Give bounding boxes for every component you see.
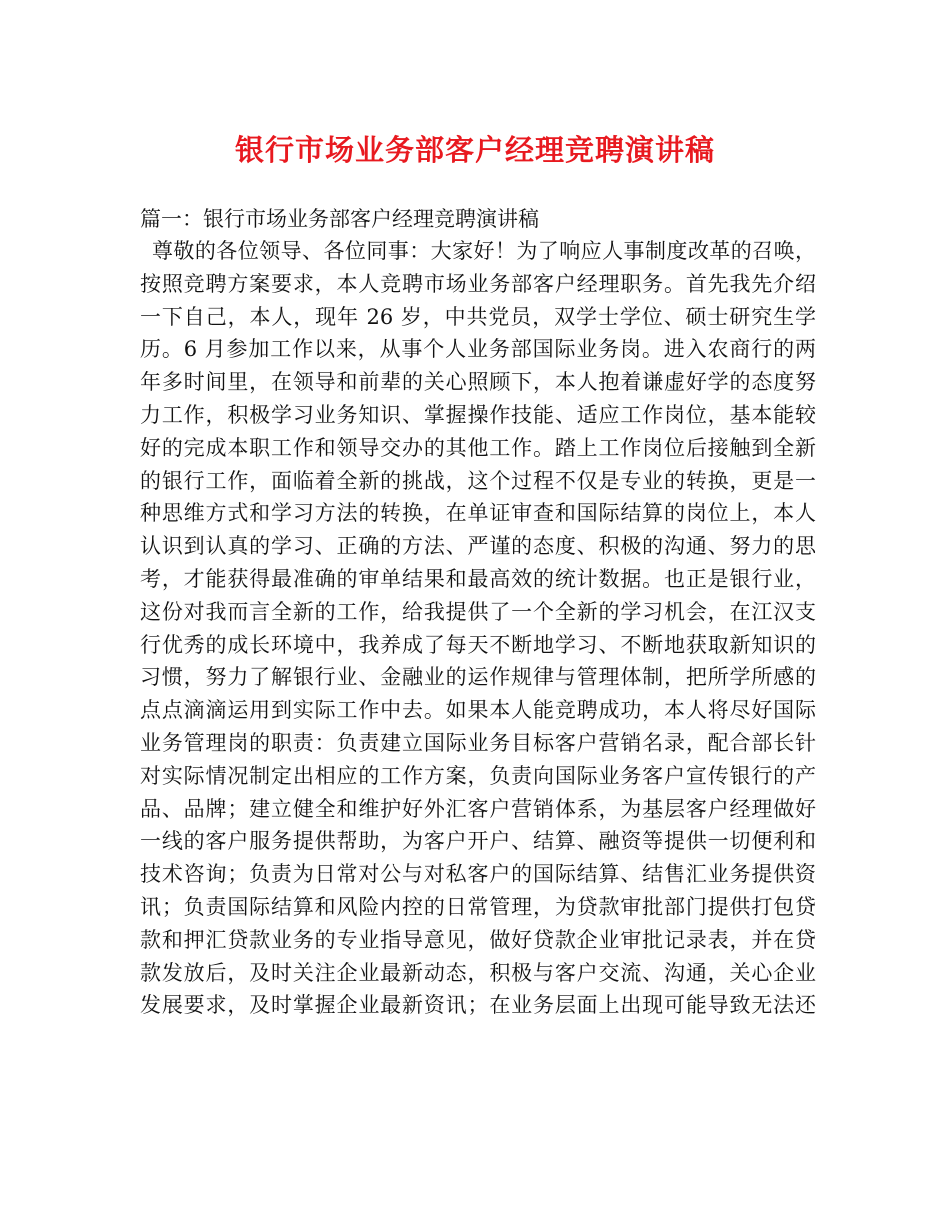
text-line: 一下自己，本人，现年 26 岁，中共党员，双学士学位、硕士研究生学 [140, 304, 816, 329]
text-line: 款和押汇贷款业务的专业指导意见，做好贷款企业审批记录表，并在贷 [140, 927, 816, 952]
text-line: 这份对我而言全新的工作，给我提供了一个全新的学习机会，在江汉支 [140, 599, 816, 624]
text-line: 业务管理岗的职责：负责建立国际业务目标客户营销名录，配合部长针 [140, 730, 816, 755]
document-title: 银行市场业务部客户经理竞聘演讲稿 [234, 133, 715, 167]
text-line: 习惯，努力了解银行业、金融业的运作规律与管理体制，把所学所感的 [140, 665, 816, 690]
text-line: 款发放后，及时关注企业最新动态，积极与客户交流、沟通，关心企业 [140, 960, 816, 985]
text-line: 的银行工作，面临着全新的挑战，这个过程不仅是专业的转换，更是一 [140, 468, 816, 493]
text-line: 力工作，积极学习业务知识、掌握操作技能、适应工作岗位，基本能较 [140, 402, 816, 427]
text-line: 好的完成本职工作和领导交办的其他工作。踏上工作岗位后接触到全新 [140, 435, 816, 460]
text-line: 年多时间里，在领导和前辈的关心照顾下，本人抱着谦虚好学的态度努 [140, 370, 816, 395]
text-line: 对实际情况制定出相应的工作方案，负责向国际业务客户宣传银行的产 [140, 763, 816, 788]
text-line: 种思维方式和学习方法的转换，在单证审查和国际结算的岗位上，本人 [140, 501, 816, 526]
text-line: 历。6 月参加工作以来，从事个人业务部国际业务岗。进入农商行的两 [140, 337, 816, 362]
text-line: 技术咨询；负责为日常对公与对私客户的国际结算、结售汇业务提供资 [140, 862, 816, 887]
text-line: 行优秀的成长环境中，我养成了每天不断地学习、不断地获取新知识的 [140, 632, 816, 657]
text-line: 发展要求，及时掌握企业最新资讯；在业务层面上出现可能导致无法还 [140, 993, 816, 1018]
text-line: 认识到认真的学习、正确的方法、严谨的态度、积极的沟通、努力的思 [140, 534, 816, 559]
text-line: 考，才能获得最准确的审单结果和最高效的统计数据。也正是银行业， [140, 566, 816, 591]
text-line: 品、品牌；建立健全和维护好外汇客户营销体系，为基层客户经理做好 [140, 796, 816, 821]
text-line: 按照竞聘方案要求，本人竞聘市场业务部客户经理职务。首先我先介绍 [140, 271, 816, 296]
text-line: 讯；负责国际结算和风险内控的日常管理，为贷款审批部门提供打包贷 [140, 894, 816, 919]
text-line: 点点滴滴运用到实际工作中去。如果本人能竞聘成功，本人将尽好国际 [140, 698, 816, 723]
text-line: 一线的客户服务提供帮助，为客户开户、结算、融资等提供一切便利和 [140, 829, 816, 854]
text-line: 尊敬的各位领导、各位同事：大家好！为了响应人事制度改革的召唤， [152, 239, 816, 263]
body-paragraph [140, 235, 816, 1022]
section-heading: 篇一：银行市场业务部客户经理竞聘演讲稿 [140, 207, 539, 231]
